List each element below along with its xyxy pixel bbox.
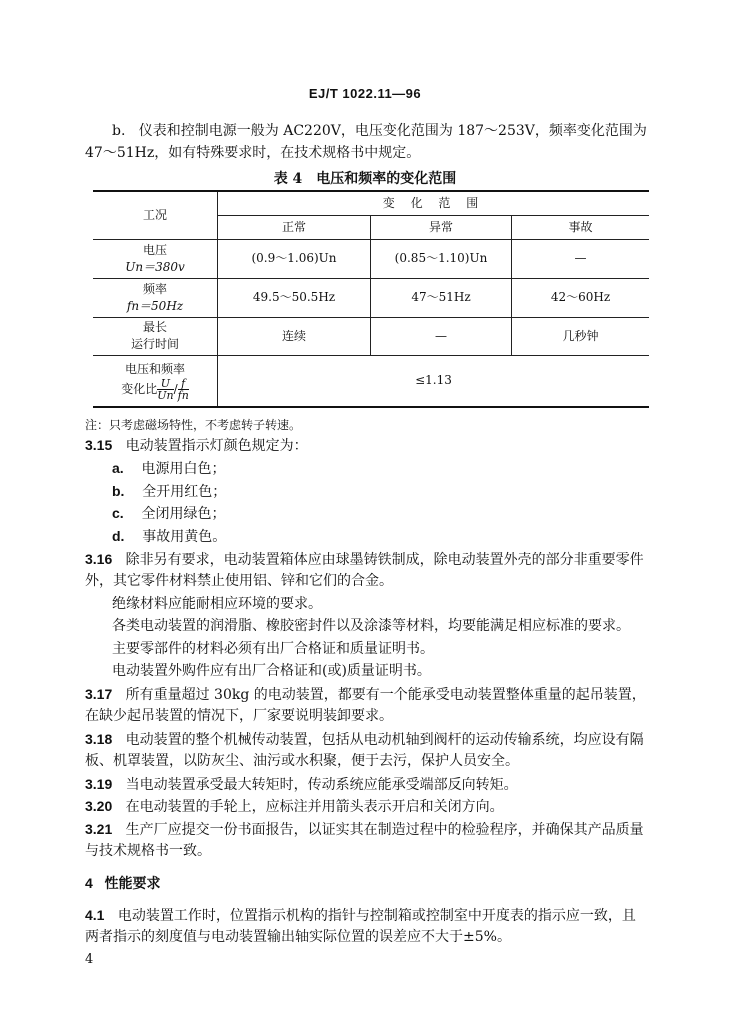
col-range-header: 变 化 范 围 [218,191,650,215]
section-3-20: 3.20 在电动装置的手轮上，应标注并用箭头表示开启和关闭方向。 [85,798,504,815]
ratio-value-cell: ≤1.13 [218,355,650,407]
section-3-16-line4: 各类电动装置的润滑脂、橡胶密封件以及涂漆等材料，均要能满足相应标准的要求。 [112,618,630,634]
col-condition-header: 工况 [93,191,218,239]
cell-accident: 42～60Hz [512,278,650,317]
section-3-16: 3.16 除非另有要求，电动装置箱体应由球墨铸铁制成，除电动装置外壳的部分非重要零件 [85,551,644,568]
table-row [93,317,649,355]
section-3-18-line2: 板、机罩装置，以防灰尘、油污或水积聚，便于去污，保护人员安全。 [85,753,519,769]
table-row [93,239,649,278]
cell-abnormal: (0.85～1.10)Un [371,239,512,278]
section-3-17-line2: 在缺少起吊装置的情况下，厂家要说明装卸要求。 [85,708,393,724]
list-item: b. 全开用红色； [112,483,227,500]
col-abnormal-header: 异常 [371,215,512,239]
cell-normal: (0.9～1.06)Un [218,239,371,278]
section-3-15: 3.15 电动装置指示灯颜色规定为： [85,437,308,454]
cell-abnormal: 47～51Hz [371,278,512,317]
section-3-19: 3.19 当电动装置承受最大转矩时，传动系统应能承受端部反向转矩。 [85,776,518,793]
section-3-21: 3.21 生产厂应提交一份书面报告，以证实其在制造过程中的检验程序，并确保其产品质量 [85,821,644,838]
para-b-label: b. [112,123,126,139]
list-item: d. 事故用黄色。 [112,528,227,545]
section-3-17: 3.17 所有重量超过 30kg 的电动装置，都要有一个能承受电动装置整体重量的起吊装置， [85,686,646,703]
para-b-line2: 47～51Hz，如有特殊要求时，在技术规格书中规定。 [85,145,421,161]
page-number: 4 [85,952,94,967]
col-accident-header: 事故 [512,215,650,239]
cell-normal: 连续 [218,317,371,355]
ratio-label-cell: 电压和频率 变化比 $\frac{U}{Un}$ / $\frac{f}{fn}$ [93,355,218,407]
section-3-16-line6: 电动装置外购件应有出厂合格证和(或)质量证明书。 [112,663,431,679]
cell-accident: — [512,239,650,278]
list-item: c. 全闭用绿色； [112,505,226,522]
section-3-16-line3: 绝缘材料应能耐相应环境的要求。 [112,596,322,612]
section-4-1-line2: 两者指示的刻度值与电动装置输出轴实际位置的误差应不大于±5%。 [85,929,511,945]
table-note: 注：只考虑磁场特性，不考虑转子转速。 [85,418,302,432]
section-4-1: 4.1 电动装置工作时，位置指示机构的指针与控制箱或控制室中开度表的指示应一致，且 [85,907,636,924]
row-label: 最长 运行时间 [93,317,218,355]
table-row [93,278,649,317]
para-b-line1: b. 仪表和控制电源一般为 AC220V，电压变化范围为 187～253V，频率变化范围为 [112,123,647,139]
section-4-heading: 4 性能要求 [85,875,161,891]
voltage-frequency-table [93,190,649,408]
section-3-16-line5: 主要零部件的材料必须有出厂合格证和质量证明书。 [112,641,434,657]
cell-abnormal: — [371,317,512,355]
section-3-18: 3.18 电动装置的整个机械传动装置，包括从电动机轴到阀杆的运动传输系统，均应设有隔 [85,731,644,748]
row-label: 电压 Un＝380v [93,239,218,278]
section-3-21-line2: 与技术规格书一致。 [85,843,211,859]
page-header: EJ/T 1022.11—96 [308,86,422,101]
cell-accident: 几秒钟 [512,317,650,355]
table-caption: 表 4 电压和频率的变化范围 [273,171,457,187]
cell-normal: 49.5～50.5Hz [218,278,371,317]
section-3-16-line2: 外，其它零件材料禁止使用铝、锌和它们的合金。 [85,573,393,589]
row-label: 频率 fn＝50Hz [93,278,218,317]
col-normal-header: 正常 [218,215,371,239]
list-item: a. 电源用白色； [112,460,226,477]
table-row [93,355,649,407]
